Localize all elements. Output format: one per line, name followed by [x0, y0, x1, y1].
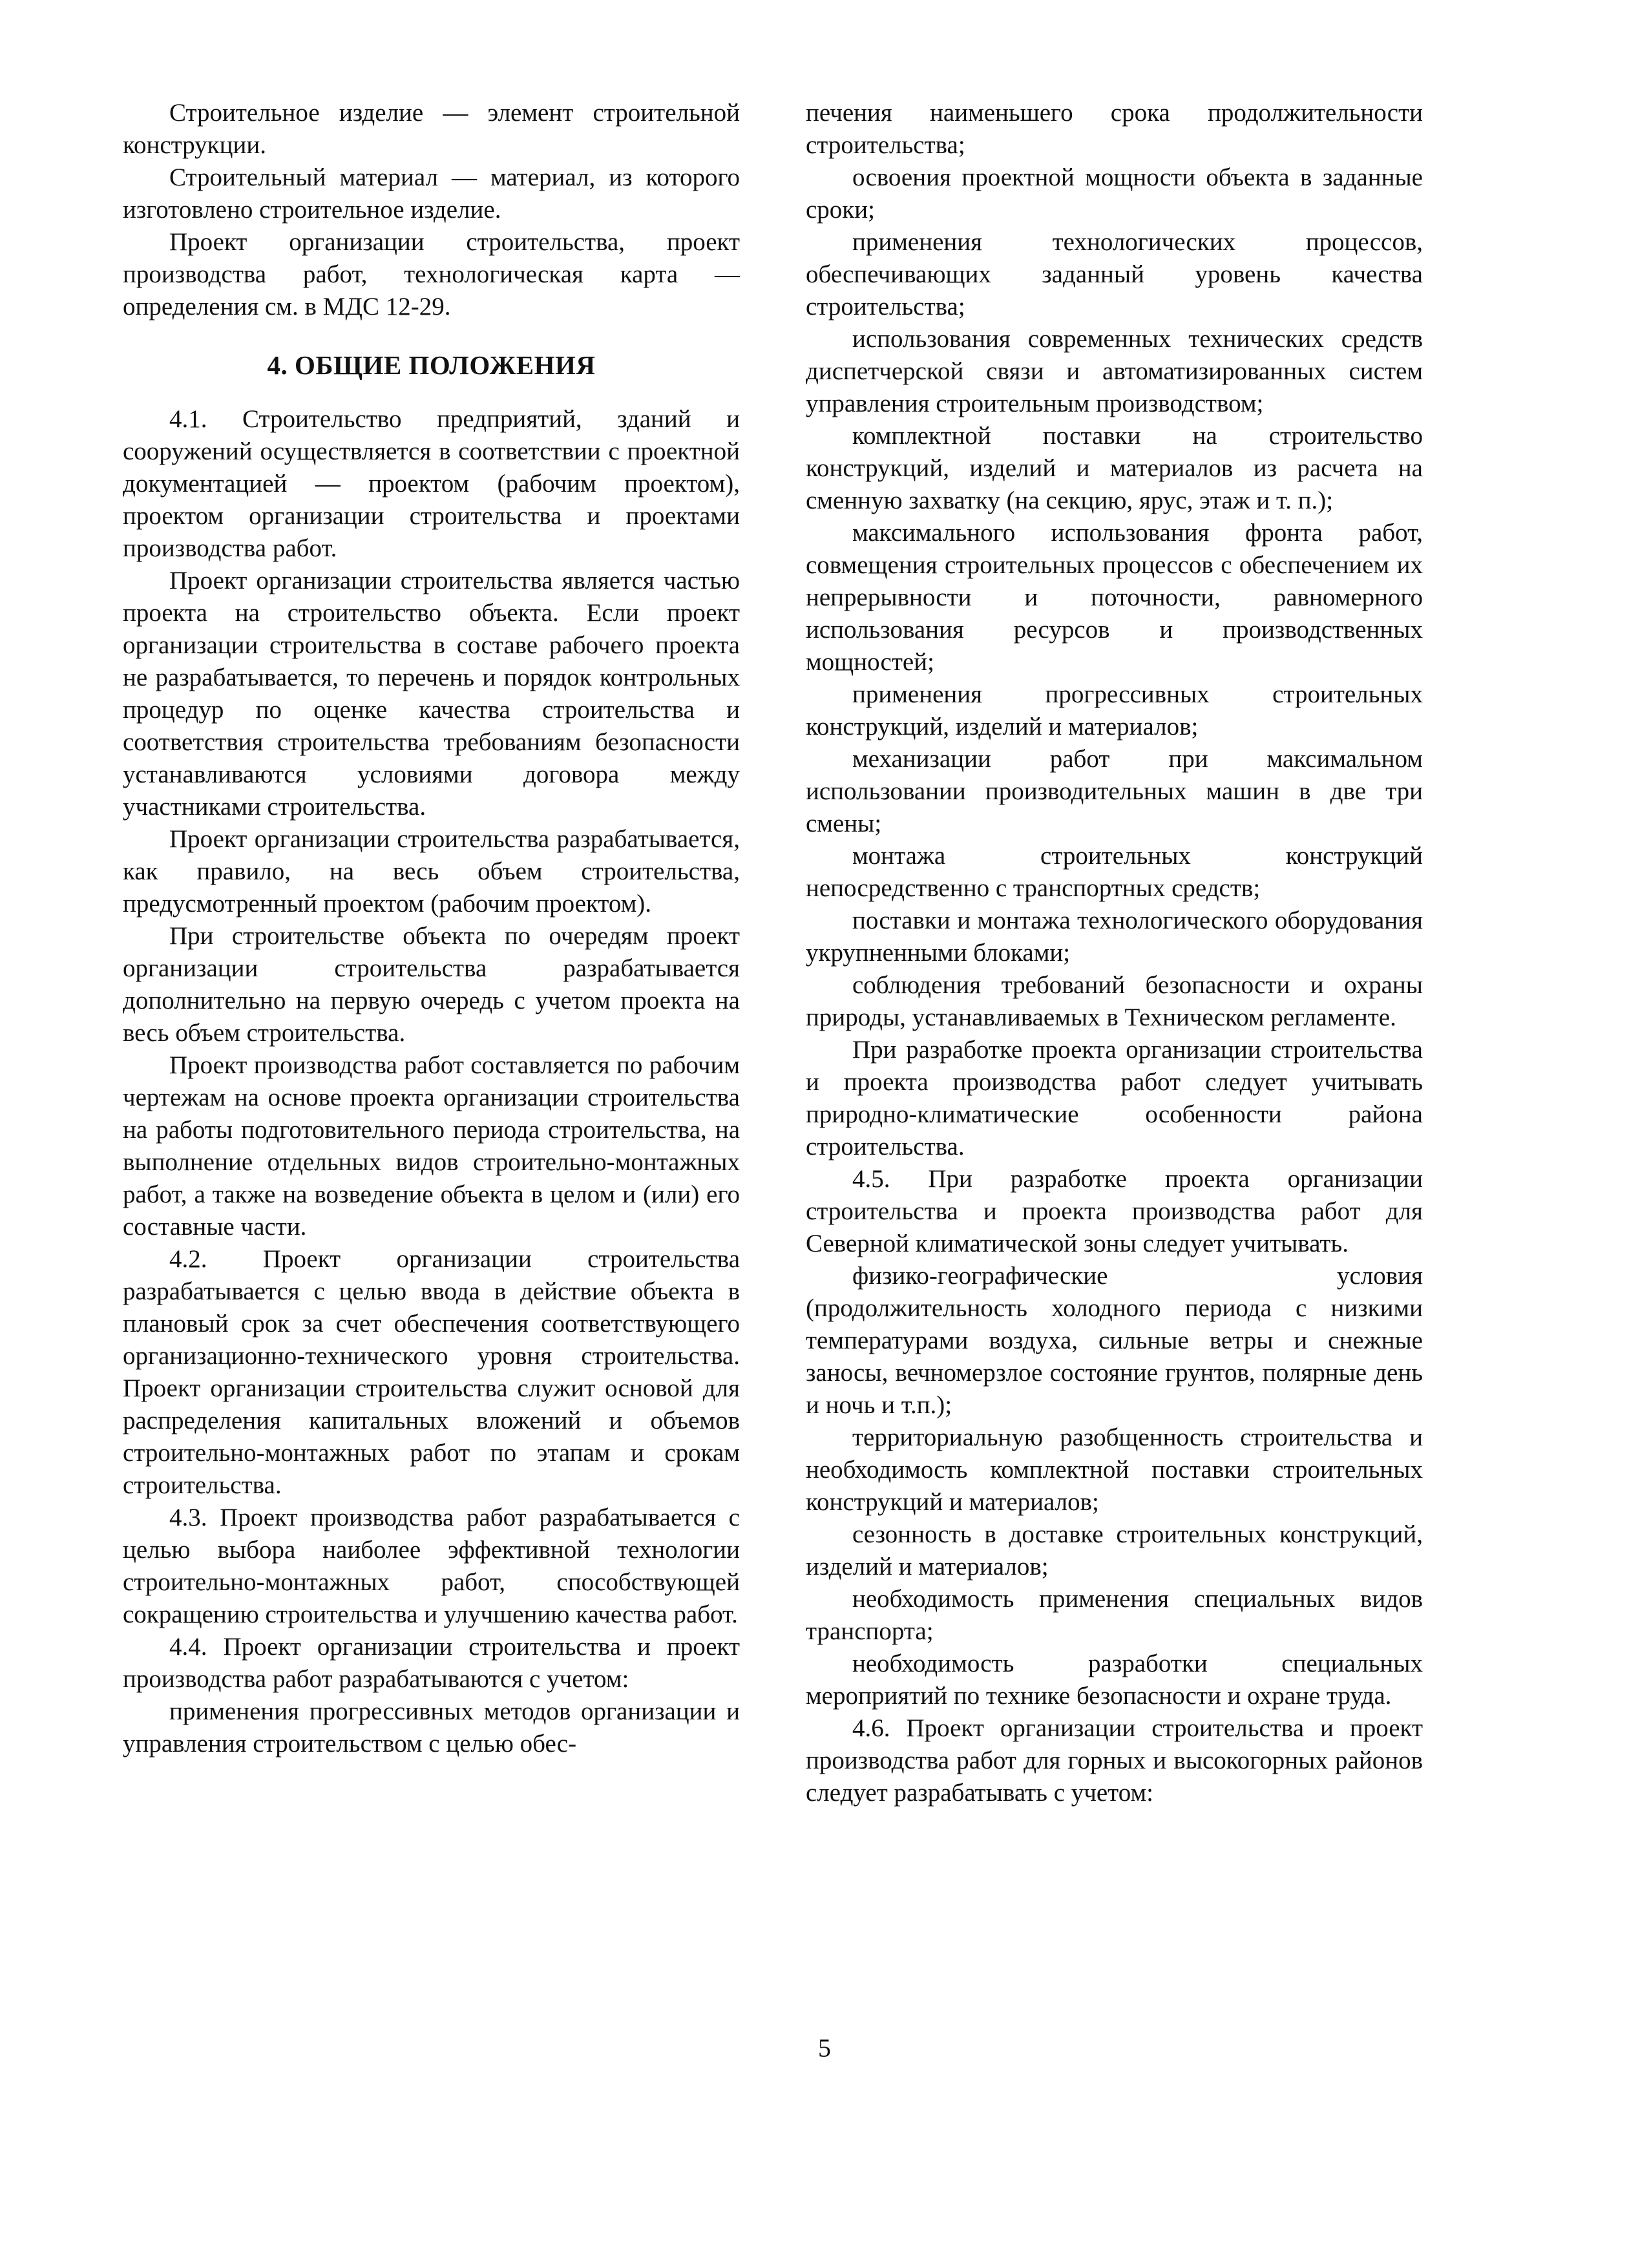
paragraph-4-3: 4.3. Проект производства работ разрабатывается с целью выбора наиболее эффективной технологии строительно-монтажных работ, способствующей сокращению строительства и улучшению качества работ. — [123, 1504, 740, 1628]
section-heading: 4. ОБЩИЕ ПОЛОЖЕНИЯ — [267, 350, 596, 380]
left-column — [123, 97, 740, 1760]
list-item-mounting: монтажа строительных конструкций непосредственно с транспортных средств; — [806, 842, 1423, 902]
list-item-mechanization: механизации работ при максимальном использовании производительных машин в две три смены; — [806, 745, 1423, 837]
paragraph-4-6: 4.6. Проект организации строительства и проект производства работ для горных и высокогорных районов следует разрабатывать с учетом: — [806, 1714, 1423, 1807]
right-column — [806, 97, 1423, 1809]
paragraph-pos-volume: Проект организации строительства разрабатывается, как правило, на весь объем строительства, предусмотренный проектом (рабочим проектом). — [123, 825, 740, 918]
paragraph-continuation: печения наименьшего срока продолжительности строительства; — [806, 99, 1423, 159]
paragraph-building-item: Строительное изделие — элемент строительной конструкции. — [123, 99, 740, 159]
page-number: 5 — [818, 2033, 831, 2063]
list-item-dispatch: использования современных технических средств диспетчерской связи и автоматизированных систем управления строительным производством; — [806, 325, 1423, 417]
paragraph-building-material: Строительный материал — материал, из которого изготовлено строительное изделие. — [123, 163, 740, 224]
list-item-capacity: освоения проектной мощности объекта в заданные сроки; — [806, 163, 1423, 224]
paragraph-4-2: 4.2. Проект организации строительства разрабатывается с целью ввода в действие объекта в плановый срок за счет обеспечения соответствующего организационно-технического уровня строительства. Проект организации строительства служит основой для распределения капитальных вложений и объемов строительно-монтажных работ по этапам и срокам строительства. — [123, 1245, 740, 1499]
list-item-front: максимального использования фронта работ, совмещения строительных процессов с обеспечением их непрерывности и поточности, равномерного использования ресурсов и производственных мощностей; — [806, 519, 1423, 676]
paragraph-ppr: Проект производства работ составляется по рабочим чертежам на основе проекта организации строительства на работы подготовительного периода строительства, на выполнение отдельных видов строительно-монтажных работ, а также на возведение объекта в целом и (или) его составные части. — [123, 1051, 740, 1241]
list-item-equipment: поставки и монтажа технологического оборудования укрупненными блоками; — [806, 907, 1423, 967]
list-item-delivery: комплектной поставки на строительство конструкций, изделий и материалов из расчета на сменную захватку (на секцию, ярус, этаж и т. п.); — [806, 422, 1423, 514]
paragraph-pos-stages: При строительстве объекта по очередям проект организации строительства разрабатывается дополнительно на первую очередь с учетом проекта на весь объем строительства. — [123, 922, 740, 1047]
paragraph-climate: При разработке проекта организации строительства и проекта производства работ следует учитывать природно-климатические особенности района строительства. — [806, 1036, 1423, 1160]
paragraph-4-5: 4.5. При разработке проекта организации строительства и проекта производства работ для Северной климатической зоны следует учитывать. — [806, 1165, 1423, 1257]
list-item-processes: применения технологических процессов, обеспечивающих заданный уровень качества строительства; — [806, 228, 1423, 320]
list-item-safety: соблюдения требований безопасности и охраны природы, устанавливаемых в Техническом регламенте. — [806, 971, 1423, 1031]
list-item-safety-measures: необходимость разработки специальных мероприятий по технике безопасности и охране труда. — [806, 1650, 1423, 1710]
list-item-structures: применения прогрессивных строительных конструкций, изделий и материалов; — [806, 680, 1423, 740]
paragraph-definitions-reference: Проект организации строительства, проект производства работ, технологическая карта — определения см. в МДС 12-29. — [123, 228, 740, 320]
paragraph-pos-part: Проект организации строительства является частью проекта на строительство объекта. Если проект организации строительства в составе рабочего проекта не разрабатывается, то перечень и порядок контрольных процедур по оценке качества строительства и соответствия строительства требованиям безопасности устанавливаются условиями договора между участниками строительства. — [123, 567, 740, 821]
list-item-transport: необходимость применения специальных видов транспорта; — [806, 1585, 1423, 1645]
list-item-seasonal: сезонность в доставке строительных конструкций, изделий и материалов; — [806, 1520, 1423, 1580]
list-item-territorial: территориальную разобщенность строительства и необходимость комплектной поставки строительных конструкций и материалов; — [806, 1423, 1423, 1516]
paragraph-4-1: 4.1. Строительство предприятий, зданий и сооружений осуществляется в соответствии с проектной документацией — проектом (рабочим проектом), проектом организации строительства и проектами производства работ. — [123, 405, 740, 562]
list-item-physgeo: физико-географические условия (продолжительность холодного периода с низкими температурами воздуха, сильные ветры и снежные заносы, вечномерзлое состояние грунтов, полярные день и ночь и т.п.); — [806, 1262, 1423, 1419]
paragraph-4-4-methods: применения прогрессивных методов организации и управления строительством с целью обес- — [123, 1697, 740, 1758]
paragraph-4-4: 4.4. Проект организации строительства и проект производства работ разрабатываются с учетом: — [123, 1633, 740, 1693]
